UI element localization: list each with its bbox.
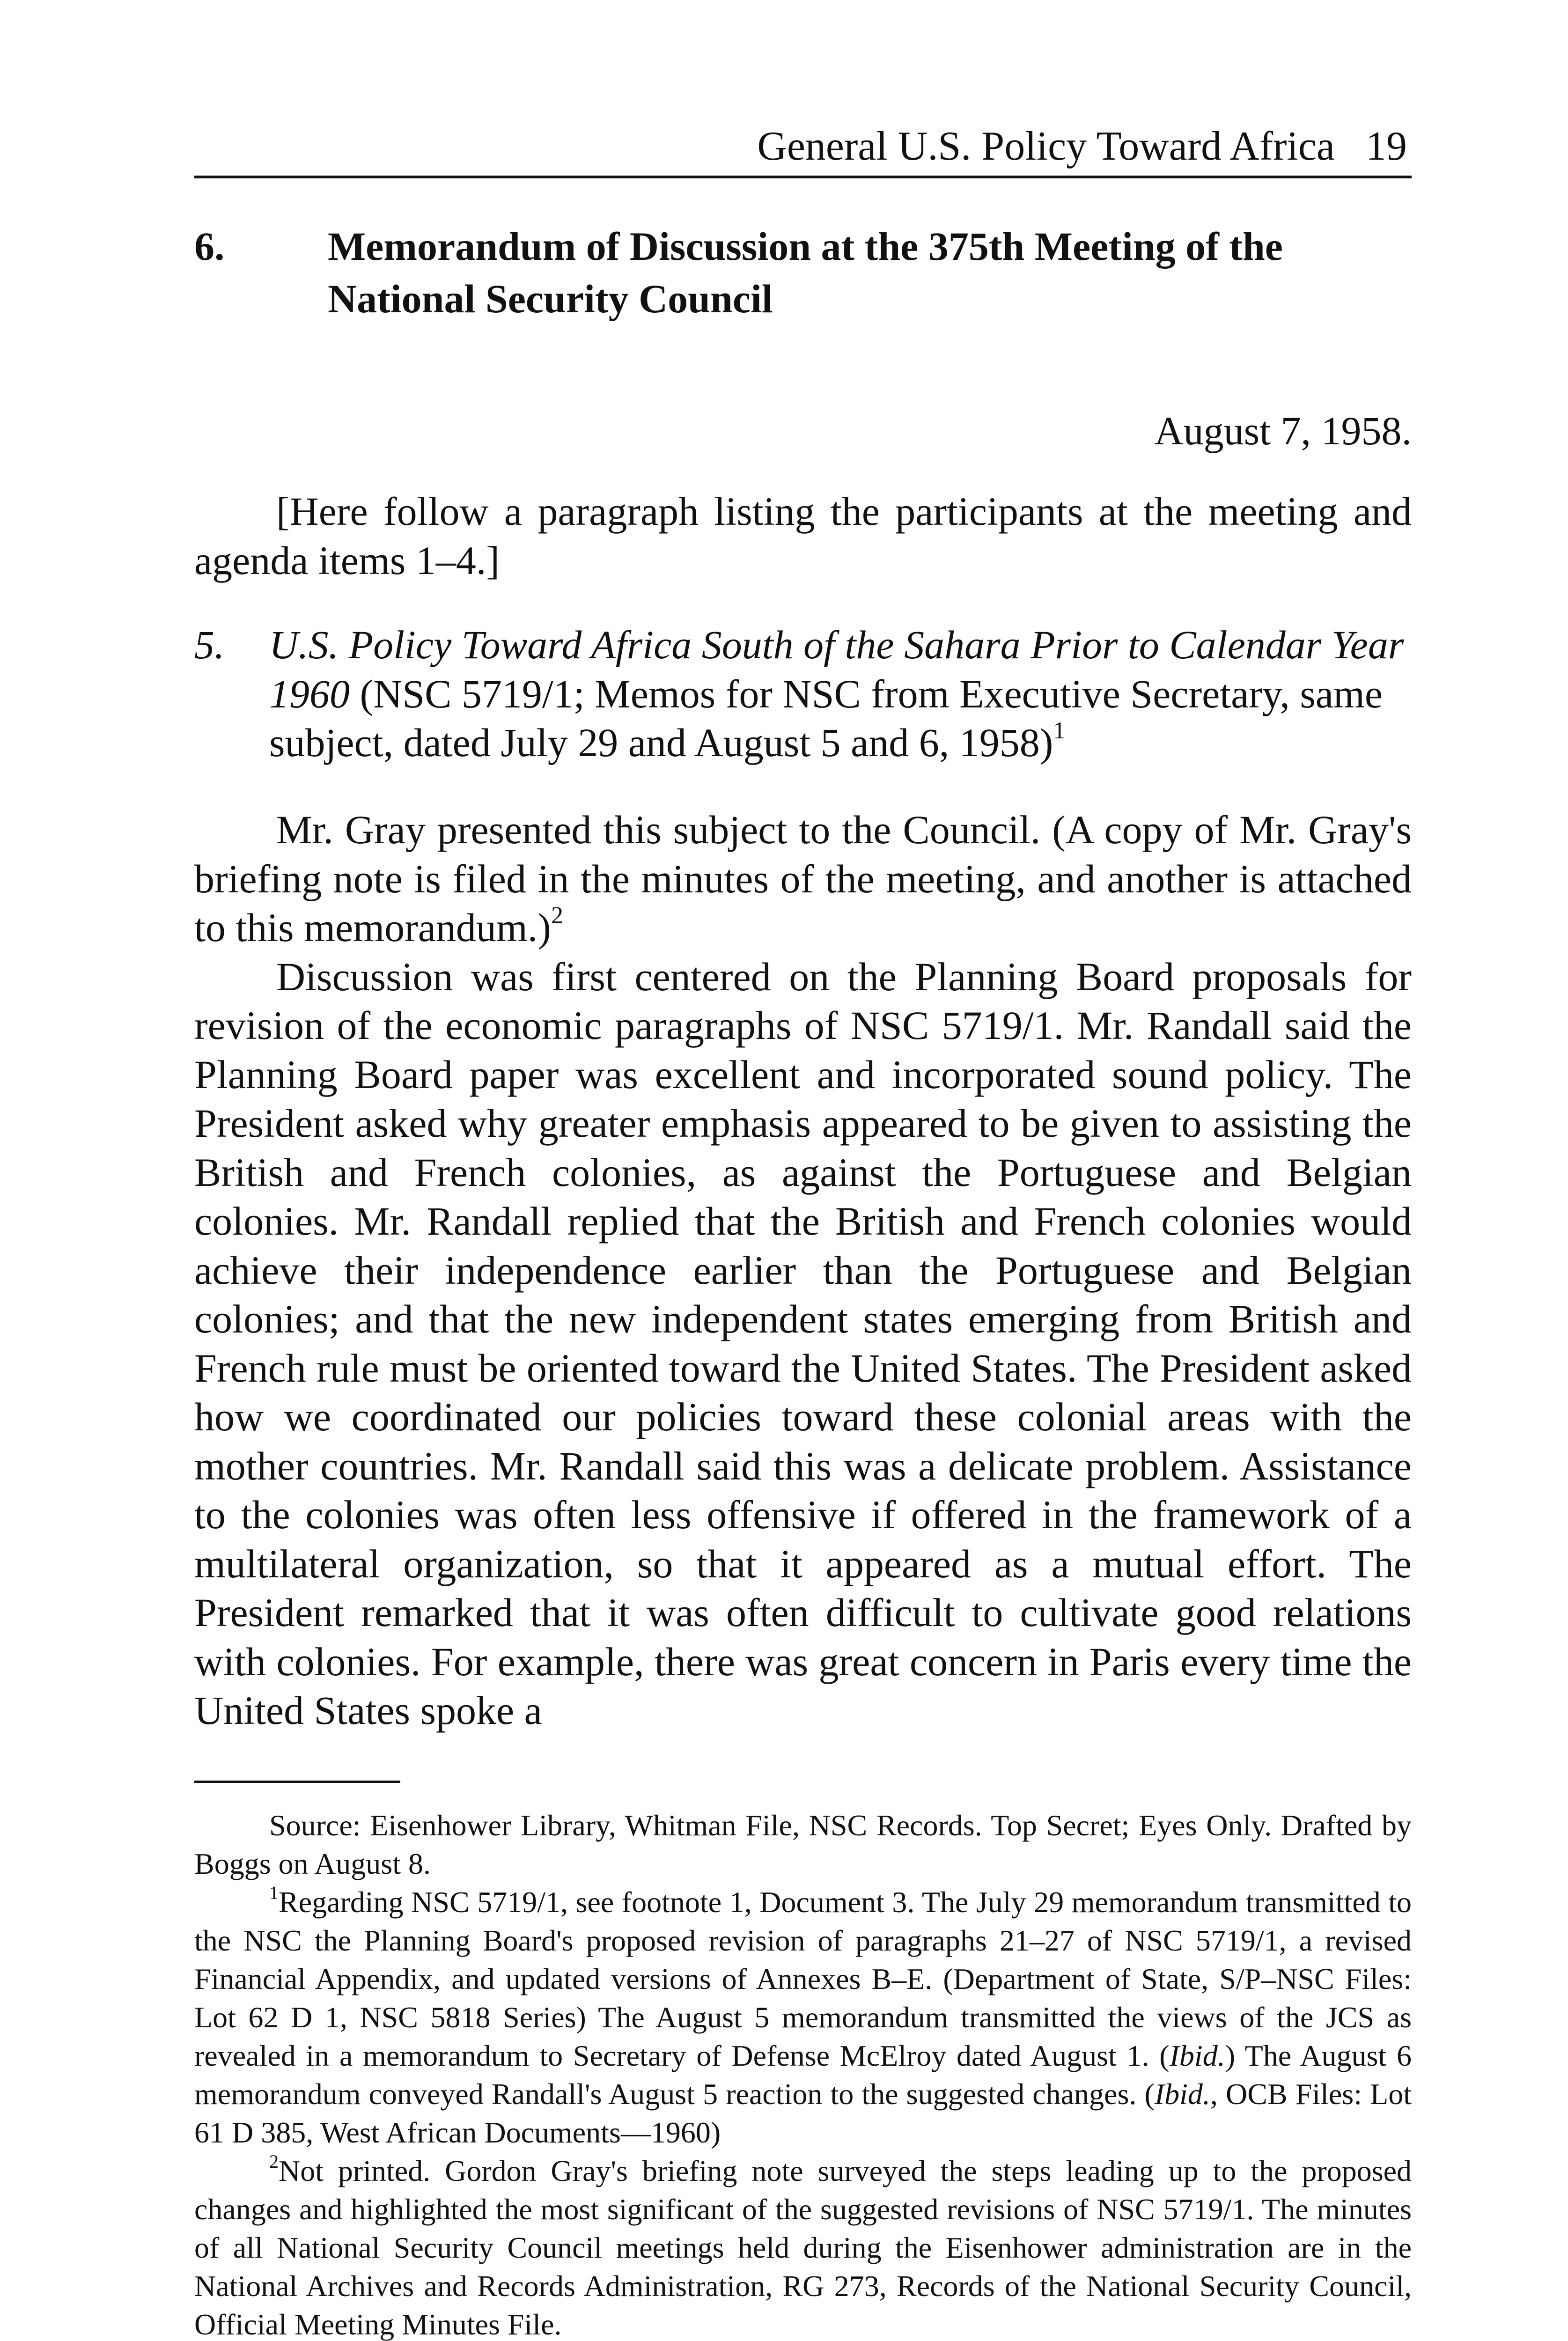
footnote-1: $^1$Regarding NSC 5719/1, see footnote 1, Document 3. The July 29 memorandum transmitted to the NSC the Planning Board's proposed revision of paragraphs 21–27 of NSC 5719/1, a revised Financial Appendix, and updated versions of Annexes B–E. (Department of State, S/P–NSC Files: Lot 62 D 1, NSC 5818 Series) The August 5 memorandum transmitted the views of the JCS as revealed in a memorandum to Secretary of Defense McElroy dated August 1. (Ibid.) The August 6 memorandum conveyed Randall's August 5 reaction to the suggested changes. (Ibid., OCB Files: Lot 61 D 385, West African Documents—1960) — [194, 1882, 1412, 2149]
paragraph-text: Discussion was first centered on the Planning Board proposals for revision of the economic paragraphs of NSC 5719/1. Mr. Randall said the Planning Board paper was excellent and incorporated sound policy. The President asked why greater emphasis appeared to be given to assisting the British and French colonies, as against the Portuguese and Belgian colonies. Mr. Randall replied that the British and French colonies would achieve their independence earlier than the Portuguese and Belgian colonies; and that the new independent states emerging from British and French rule must be oriented toward the United States. The President asked how we coordinated our policies toward these colonial areas with the mother countries. Mr. Randall said this was a delicate problem. Assistance to the colonies was often less offensive if offered in the framework of a multilateral organization, so that it appeared as a mutual effort. The President remarked that it was often difficult to cultivate good relations with colonies. For example, there was great concern in Paris every time the United States spoke a — [194, 954, 1412, 1733]
running-head — [757, 123, 1407, 170]
paragraph-text: Mr. Gray presented this subject to the Council. (A copy of Mr. Gray's briefing note is filed in the minutes of the meeting, and another is attached to this memorandum.) — [194, 807, 1412, 950]
footnote-marker: 1 — [269, 1882, 279, 1903]
agenda-item-number: 5. — [194, 622, 225, 667]
footnote-divider — [194, 1781, 400, 1783]
body-paragraphs — [194, 805, 1412, 1735]
agenda-item-text — [269, 620, 1412, 767]
footnote-ref-2[interactable]: 2 — [551, 902, 563, 929]
page-number: 19 — [1366, 124, 1407, 169]
source-note: Source: Eisenhower Library, Whitman File, NSC Records. Top Secret; Eyes Only. Drafted by Boggs on August 8. — [194, 1809, 1412, 1880]
footnote-ref-1[interactable]: 1 — [1053, 717, 1066, 744]
dateline: August 7, 1958. — [1154, 408, 1412, 453]
editorial-note — [194, 487, 1412, 585]
footnote-marker: 2 — [269, 2151, 279, 2172]
paragraph — [194, 952, 1412, 1735]
footnotes — [194, 1806, 1412, 2341]
document-number: 6. — [194, 224, 225, 269]
paragraph — [194, 805, 1412, 952]
editorial-note-text: [Here follow a paragraph listing the participants at the meeting and agenda items 1–4.] — [194, 489, 1412, 583]
footnote-2: $^2$Not printed. Gordon Gray's briefing note surveyed the steps leading up to the proposed changes and highlighted the most significant of the suggested revisions of NSC 5719/1. The minutes of all National Security Council meetings held during the Eisenhower administration are in the National Archives and Records Administration, RG 273, Records of the National Security Council, Official Meeting Minutes File. — [194, 2151, 1412, 2341]
running-head-title: General U.S. Policy Toward Africa — [757, 124, 1335, 169]
document-title-text: Memorandum of Discussion at the 375th Meeting of the National Security Council — [328, 224, 1283, 321]
agenda-item-title: U.S. Policy Toward Africa South of the Sahara Prior to Calendar Year 1960 — [269, 622, 1404, 716]
agenda-item-details: (NSC 5719/1; Memos for NSC from Executive Secretary, same subject, dated July 29 and August 5 and 6, 1958) — [269, 671, 1383, 765]
document-title — [194, 220, 1412, 325]
agenda-item — [194, 620, 1412, 767]
running-header — [194, 119, 1412, 178]
